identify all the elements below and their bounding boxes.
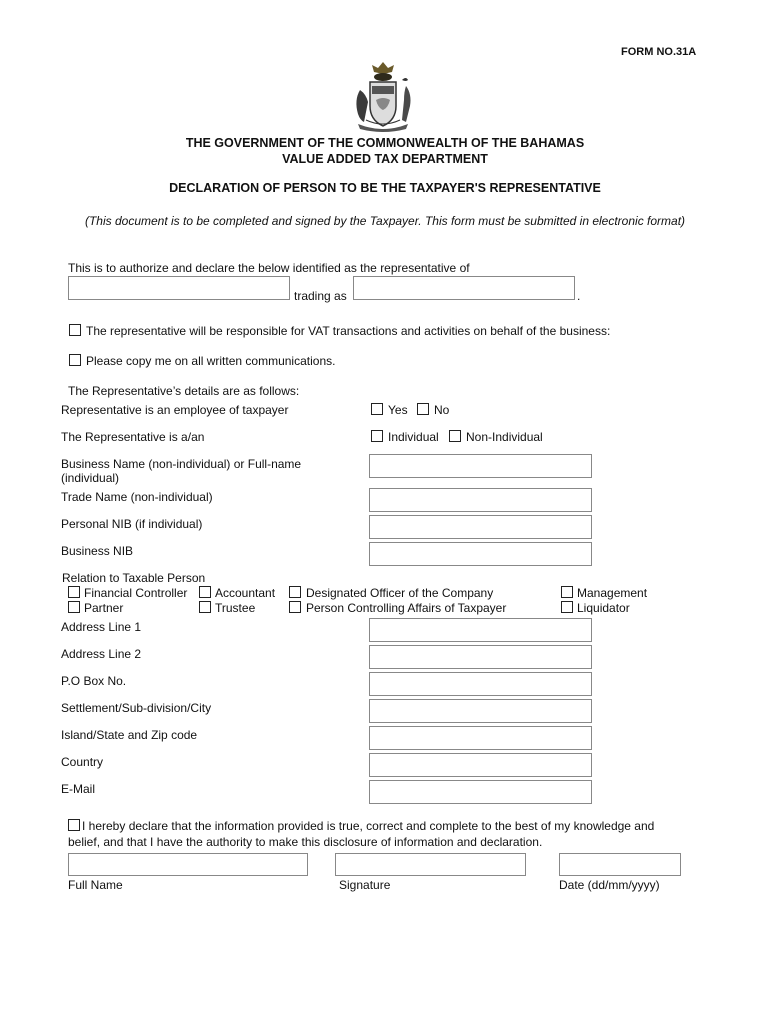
settlement-field[interactable] (369, 699, 592, 723)
form-number: FORM NO.31A (621, 46, 697, 58)
no-label: No (434, 403, 450, 417)
date-field[interactable] (559, 853, 681, 876)
trustee-label: Trustee (215, 601, 256, 615)
address-line1-label: Address Line 1 (61, 620, 142, 634)
designated-officer-checkbox[interactable] (289, 586, 301, 598)
non-individual-label: Non-Individual (466, 430, 543, 444)
country-label: Country (61, 755, 104, 769)
date-label: Date (dd/mm/yyyy) (559, 878, 660, 892)
settlement-label: Settlement/Sub-division/City (61, 701, 212, 715)
email-field[interactable] (369, 780, 592, 804)
accountant-checkbox[interactable] (199, 586, 211, 598)
trade-name-label: Trade Name (non-individual) (61, 490, 213, 504)
declaration-checkbox[interactable] (68, 819, 80, 831)
partner-label: Partner (84, 601, 124, 615)
person-controlling-label: Person Controlling Affairs of Taxpayer (306, 601, 507, 615)
responsible-checkbox[interactable] (69, 324, 81, 336)
full-name-field[interactable] (68, 853, 308, 876)
liquidator-label: Liquidator (577, 601, 630, 615)
full-name-label: Full Name (68, 878, 123, 892)
government-heading: THE GOVERNMENT OF THE COMMONWEALTH OF THE BAHAMAS (185, 136, 585, 150)
island-field[interactable] (369, 726, 592, 750)
personal-nib-field[interactable] (369, 515, 592, 539)
declaration-text-2: belief, and that I have the authority to make this disclosure of information and declaration. (68, 835, 543, 849)
business-name-label: Business Name (non-individual) or Full-name (61, 457, 302, 471)
copy-checkbox[interactable] (69, 354, 81, 366)
taxpayer-name-field[interactable] (68, 276, 290, 300)
employee-label: Representative is an employee of taxpayer (61, 403, 289, 417)
is-a-label: The Representative is a/an (61, 430, 205, 444)
coat-of-arms-logo (352, 60, 414, 132)
po-box-field[interactable] (369, 672, 592, 696)
business-nib-field[interactable] (369, 542, 592, 566)
designated-officer-label: Designated Officer of the Company (306, 586, 494, 600)
authorize-text: This is to authorize and declare the below identified as the representative of (68, 261, 470, 275)
address-line2-field[interactable] (369, 645, 592, 669)
partner-checkbox[interactable] (68, 601, 80, 613)
individual-label: Individual (388, 430, 439, 444)
address-line2-label: Address Line 2 (61, 647, 142, 661)
accountant-label: Accountant (215, 586, 276, 600)
declaration-text-1: I hereby declare that the information provided is true, correct and complete to the best of my knowledge and (82, 819, 655, 833)
yes-label: Yes (388, 403, 408, 417)
po-box-label: P.O Box No. (61, 674, 127, 688)
form-note: (This document is to be completed and signed by the Taxpayer. This form must be submitted in electronic format) (84, 214, 686, 228)
financial-controller-label: Financial Controller (84, 586, 188, 600)
no-checkbox[interactable] (417, 403, 429, 415)
trade-name-field[interactable] (369, 488, 592, 512)
responsible-label: The representative will be responsible for VAT transactions and activities on behalf of the business: (86, 324, 611, 338)
management-checkbox[interactable] (561, 586, 573, 598)
trading-as-label: trading as (294, 289, 347, 303)
department-heading: VALUE ADDED TAX DEPARTMENT (282, 152, 488, 166)
signature-label: Signature (339, 878, 391, 892)
trading-as-field[interactable] (353, 276, 575, 300)
non-individual-checkbox[interactable] (449, 430, 461, 442)
management-label: Management (577, 586, 648, 600)
relation-label: Relation to Taxable Person (62, 571, 206, 585)
copy-label: Please copy me on all written communications. (86, 354, 336, 368)
period-mark: . (577, 289, 581, 303)
form-title: DECLARATION OF PERSON TO BE THE TAXPAYER'S REPRESENTATIVE (169, 181, 601, 195)
business-name-field[interactable] (369, 454, 592, 478)
trustee-checkbox[interactable] (199, 601, 211, 613)
individual-checkbox[interactable] (371, 430, 383, 442)
address-line1-field[interactable] (369, 618, 592, 642)
country-field[interactable] (369, 753, 592, 777)
signature-field[interactable] (335, 853, 526, 876)
business-name-label-2: (individual) (61, 471, 120, 485)
yes-checkbox[interactable] (371, 403, 383, 415)
person-controlling-checkbox[interactable] (289, 601, 301, 613)
island-label: Island/State and Zip code (61, 728, 198, 742)
financial-controller-checkbox[interactable] (68, 586, 80, 598)
email-label: E-Mail (61, 782, 96, 796)
liquidator-checkbox[interactable] (561, 601, 573, 613)
details-intro: The Representative’s details are as follows: (68, 384, 300, 398)
business-nib-label: Business NIB (61, 544, 134, 558)
personal-nib-label: Personal NIB (if individual) (61, 517, 203, 531)
